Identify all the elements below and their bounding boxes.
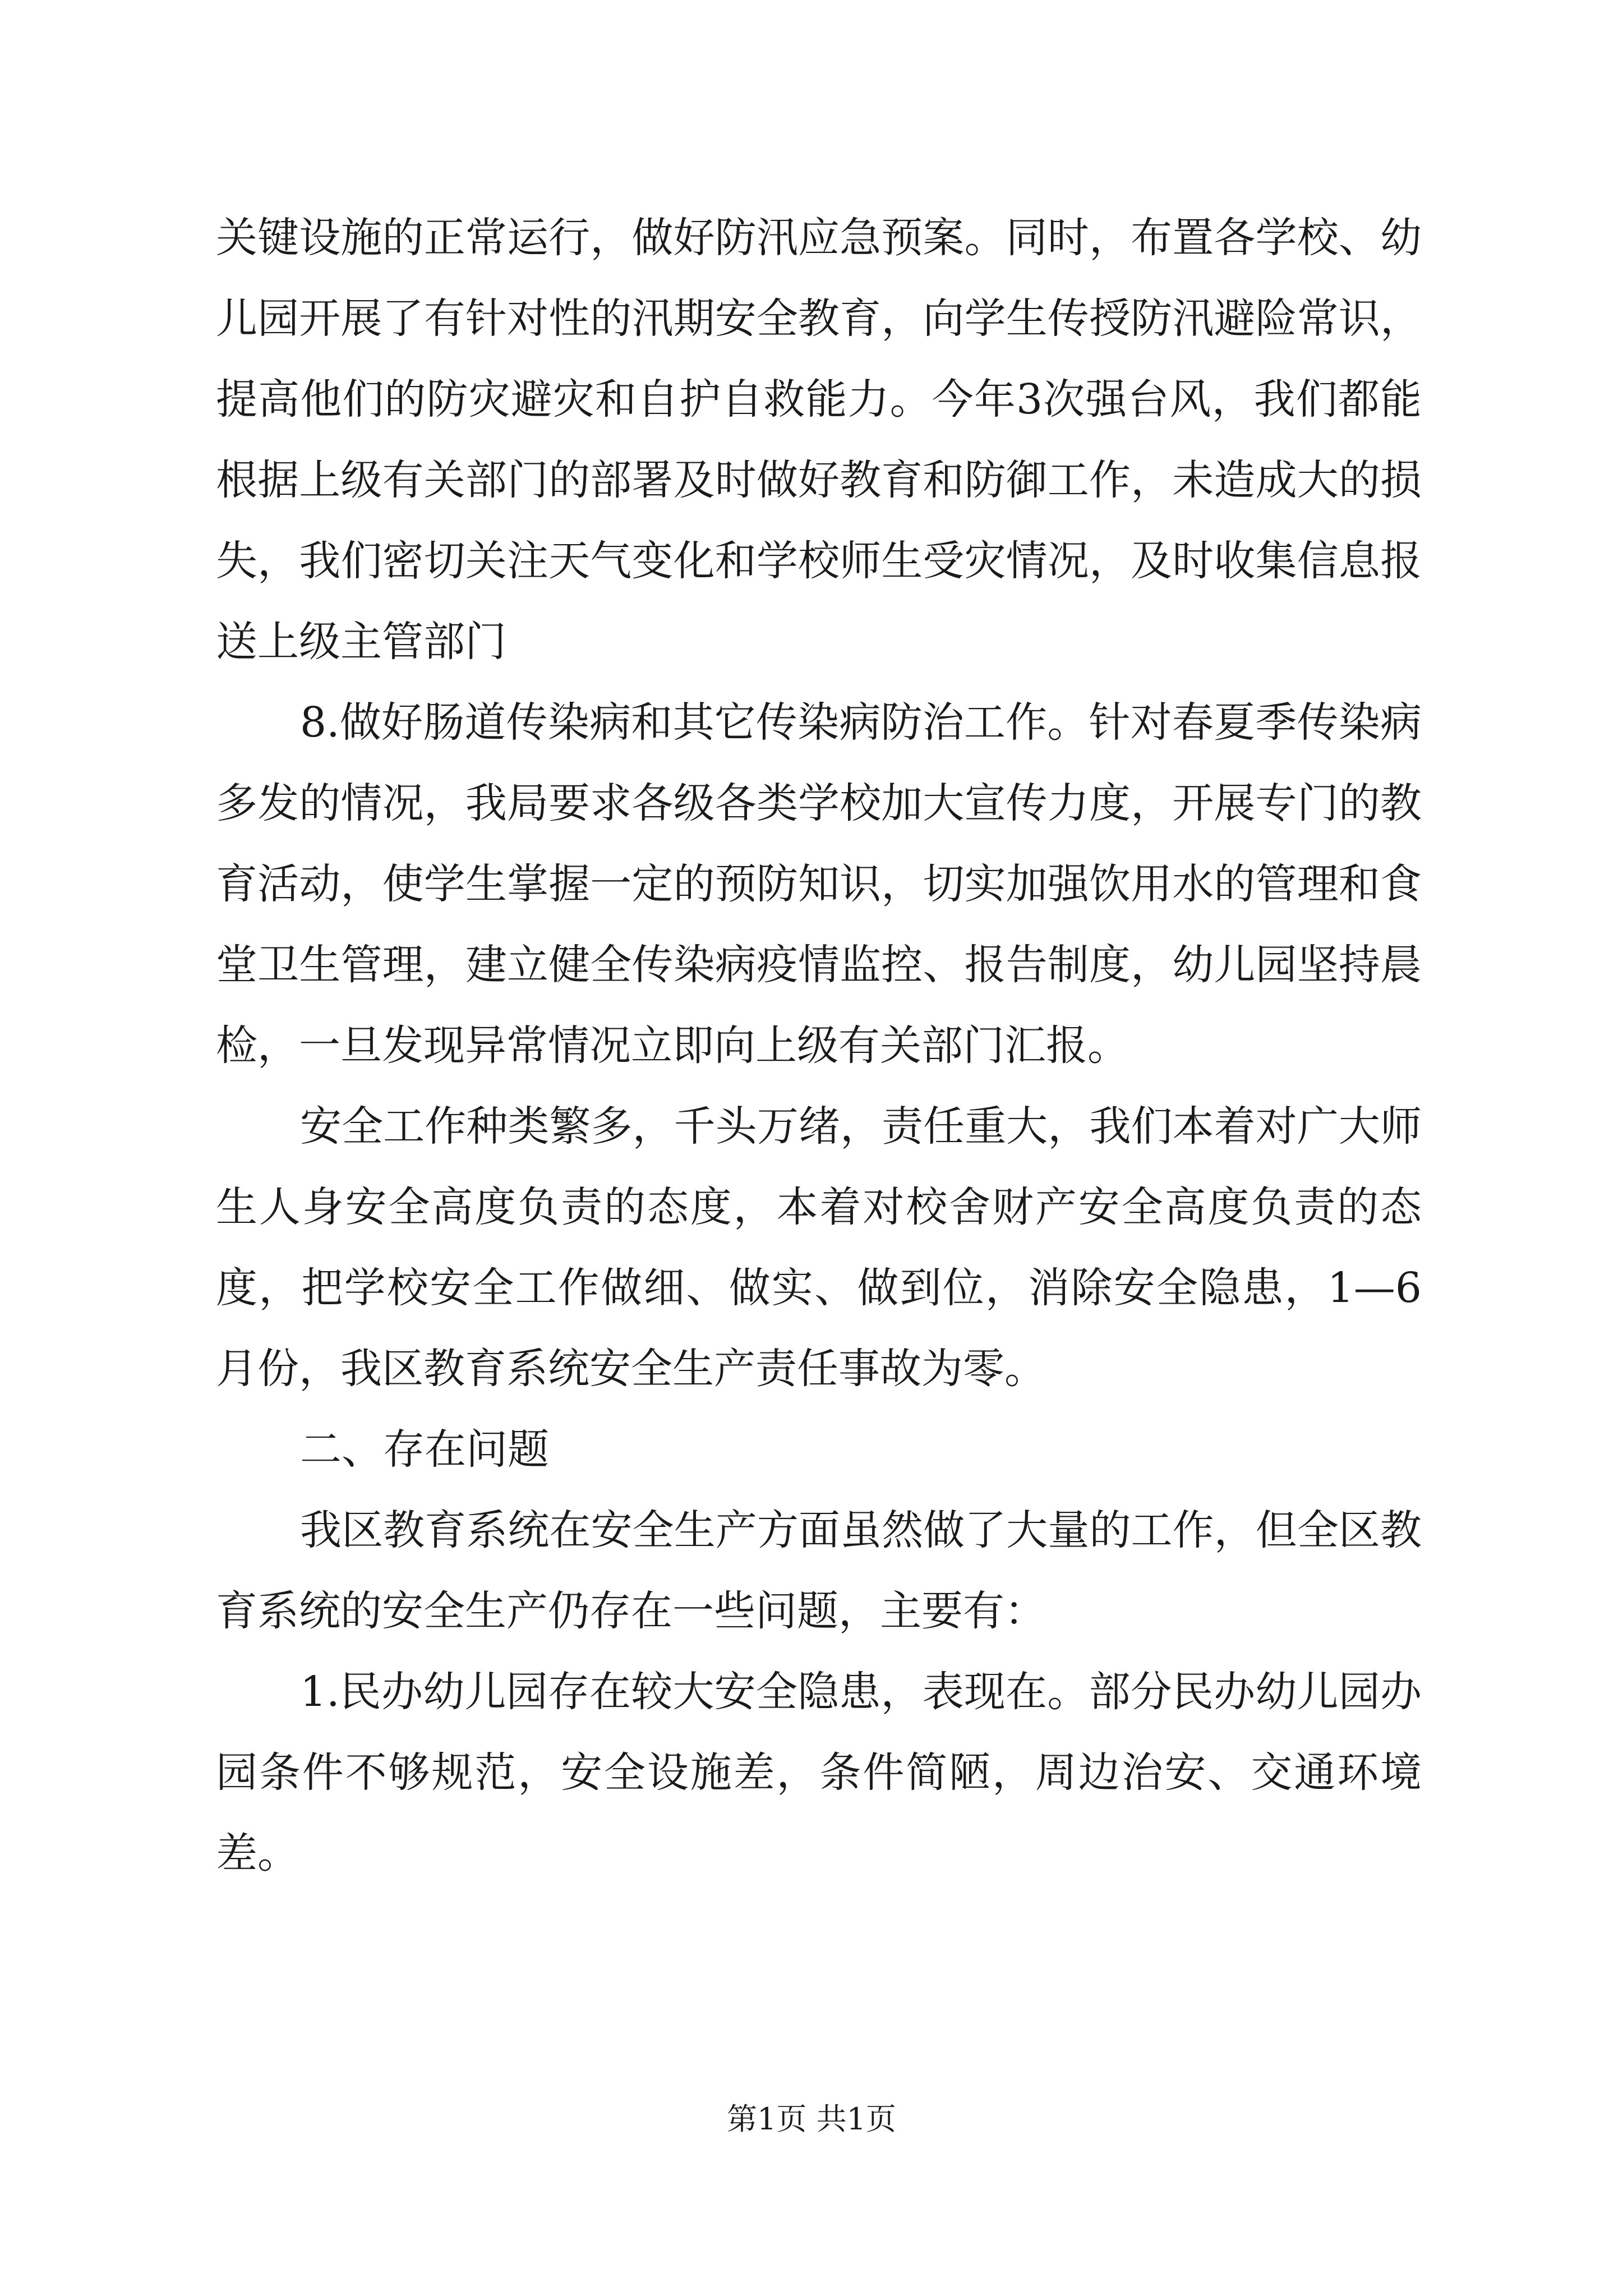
paragraph-problems-intro: 我区教育系统在安全生产方面虽然做了大量的工作，但全区教育系统的安全生产仍存在一些问题，主要有： bbox=[216, 1506, 1422, 1635]
paragraph-summary: 安全工作种类繁多，千头万绪，责任重大，我们本着对广大师生人身安全高度负责的态度，本着对校舍财产安全高度负责的态度，把学校安全工作做细、做实、做到位，消除安全隐患，1—6月份，我区教育系统安全生产责任事故为零。 bbox=[216, 1102, 1422, 1393]
section-heading: 二、存在问题 bbox=[300, 1425, 549, 1474]
paragraph-continuation: 关键设施的正常运行，做好防汛应急预案。同时，布置各学校、幼儿园开展了有针对性的汛期安全教育，向学生传授防汛避险常识，提高他们的防灾避灾和自护自救能力。今年3次强台风，我们都能根据上级有关部门的部署及时做好教育和防御工作，未造成大的损失，我们密切关注天气变化和学校师生受灾情况，及时收集信息报送上级主管部门 bbox=[216, 214, 1422, 666]
document-body bbox=[216, 197, 1422, 1894]
paragraph-item-8: 8.做好肠道传染病和其它传染病防治工作。针对春夏季传染病多发的情况，我局要求各级各类学校加大宣传力度，开展专门的教育活动，使学生掌握一定的预防知识，切实加强饮用水的管理和食堂卫生管理，建立健全传染病疫情监控、报告制度，幼儿园坚持晨检，一旦发现异常情况立即向上级有关部门汇报。 bbox=[216, 698, 1422, 1070]
paragraph-problem-1: 1.民办幼儿园存在较大安全隐患，表现在。部分民办幼儿园办园条件不够规范，安全设施差，条件简陋，周边治安、交通环境差。 bbox=[216, 1668, 1422, 1878]
page-footer: 第1页 共1页 bbox=[727, 2101, 896, 2137]
